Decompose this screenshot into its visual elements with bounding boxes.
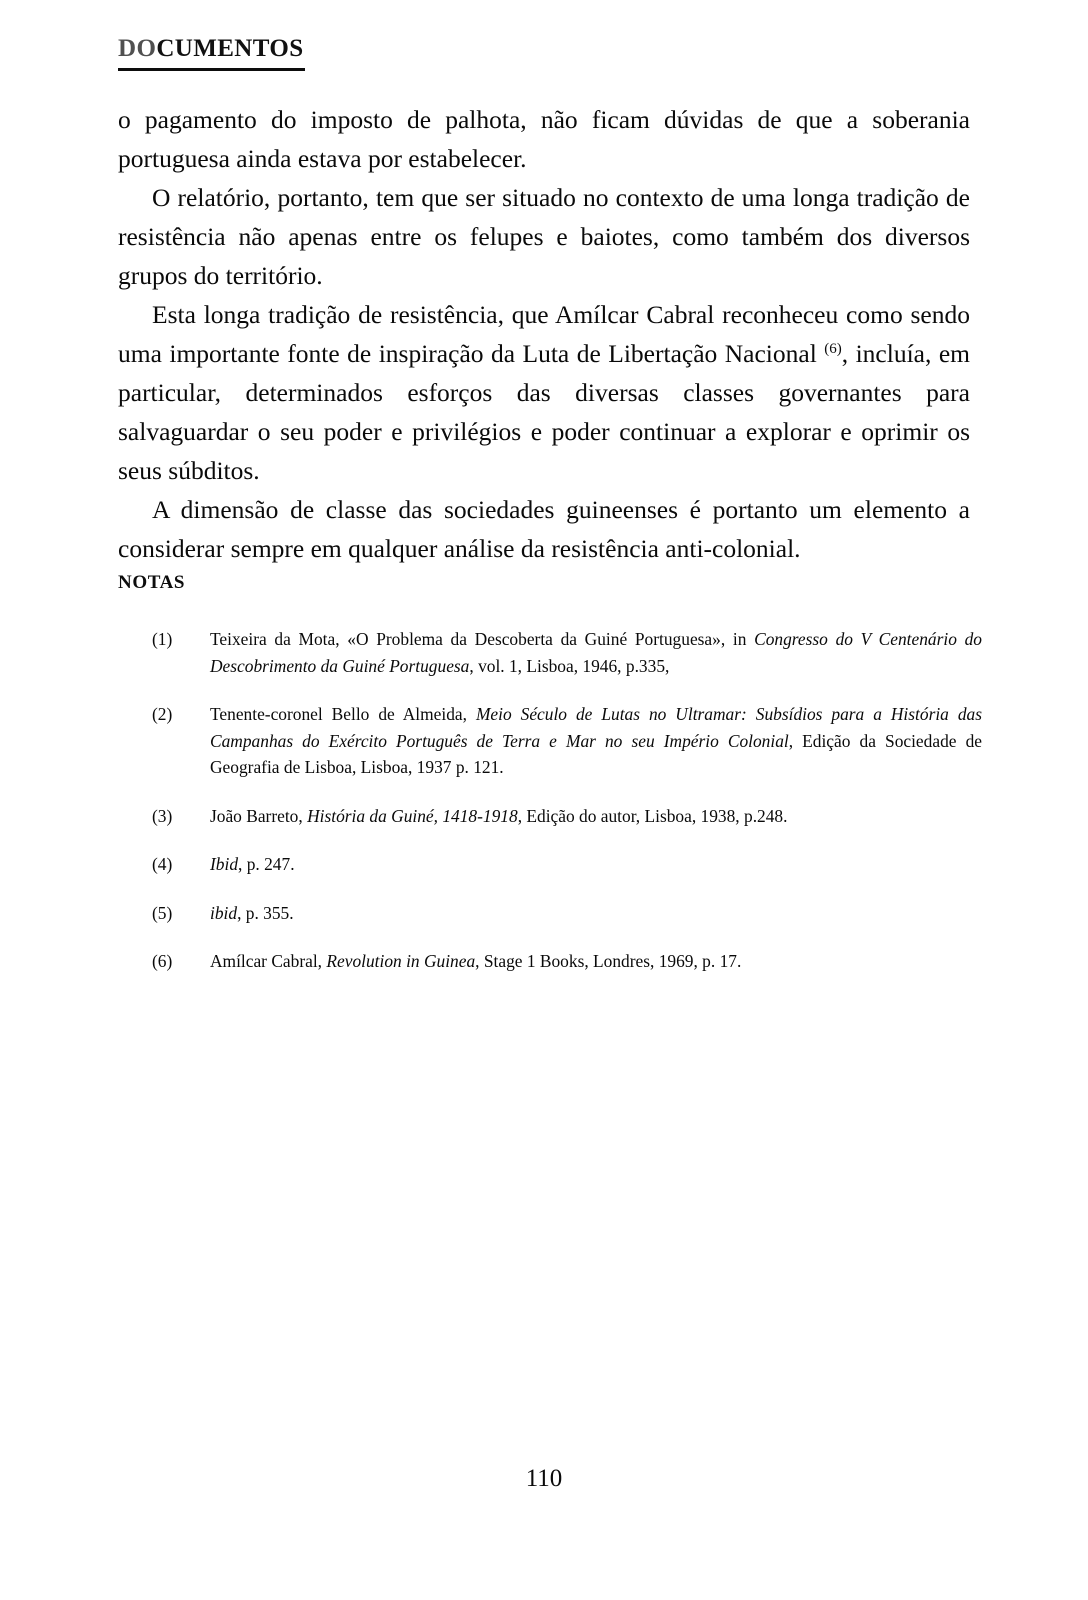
note-text: Teixeira da Mota, «O Problema da Descoberta da Guiné Portuguesa», in — [210, 629, 755, 649]
note-number: (3) — [152, 805, 173, 826]
note-text: Amílcar Cabral, — [210, 951, 327, 971]
footnote-reference-marker: (6) — [824, 341, 842, 357]
note-title-italic: Ibid — [210, 854, 239, 874]
note-text: João Barreto, — [210, 805, 308, 826]
note-item — [152, 851, 982, 878]
note-text: Tenente-coronel Bello de Almeida, — [210, 704, 476, 724]
note-item — [152, 948, 982, 975]
body-paragraph: A dimensão de classe das sociedades guineenses é portanto um elemento a considerar sempre em qualquer análise da resistência anti-colonial. — [118, 495, 970, 563]
paragraph-text: Esta longa tradição de resistência, que Amílcar Cabral reconheceu como sendo uma importante fonte de inspiração da Luta de Libertação Nacional — [118, 300, 970, 368]
notas-heading: NOTAS — [118, 572, 186, 593]
body-paragraph: o pagamento do imposto de palhota, não ficam dúvidas de que a soberania portuguesa ainda estava por estabelecer. — [118, 105, 970, 173]
note-number: (1) — [152, 629, 173, 649]
running-header — [118, 36, 538, 61]
paragraph-text: , incluía, em particular, determinados esforços das diversas classes governantes para salvaguardar o seu poder e privilégios e poder continuar a explorar e oprimir os seus súbditos. — [118, 339, 970, 485]
note-item — [152, 626, 982, 679]
header-rule — [118, 68, 305, 71]
note-title-italic: Meio Século de Lutas no Ultramar: Subsídios para a História das Campanhas do Exército Português de Terra e Mar no seu Império Colonial — [210, 704, 982, 751]
body-paragraph — [118, 295, 970, 490]
note-number: (5) — [152, 902, 173, 923]
note-text: , Edição da Sociedade de Geografia de Lisboa, Lisboa, 1937 p. 121. — [210, 730, 982, 777]
note-text: , p. 247. — [238, 854, 295, 874]
note-text: , vol. 1, Lisboa, 1946, p.335, — [469, 655, 670, 676]
notes-list — [152, 626, 982, 975]
note-text: , p. 355. — [237, 902, 294, 923]
running-header-title: CUMENTOS — [156, 35, 304, 62]
note-text: , Edição do autor, Lisboa, 1938, p.248. — [517, 805, 788, 826]
running-header-faded-prefix: DO — [118, 35, 157, 62]
page-number: 110 — [525, 1465, 563, 1492]
note-number: (6) — [152, 951, 173, 971]
note-text: , Stage 1 Books, Londres, 1969, p. 17. — [475, 951, 742, 971]
note-title-italic: História da Guiné, 1418-1918 — [307, 805, 518, 826]
body-paragraph: O relatório, portanto, tem que ser situado no contexto de uma longa tradição de resistência não apenas entre os felupes e baiotes, como também dos diversos grupos do território. — [118, 183, 970, 290]
note-item — [152, 701, 982, 781]
body-text — [118, 100, 970, 568]
note-title-italic: Revolution in Guinea — [326, 951, 476, 971]
note-item — [152, 900, 982, 927]
note-number: (2) — [152, 704, 173, 724]
note-title-italic: ibid — [210, 902, 238, 923]
note-item — [152, 803, 982, 830]
note-number: (4) — [152, 854, 173, 874]
note-title-italic: Congresso do V Centenário do Descobrimento da Guiné Portuguesa — [210, 629, 982, 676]
